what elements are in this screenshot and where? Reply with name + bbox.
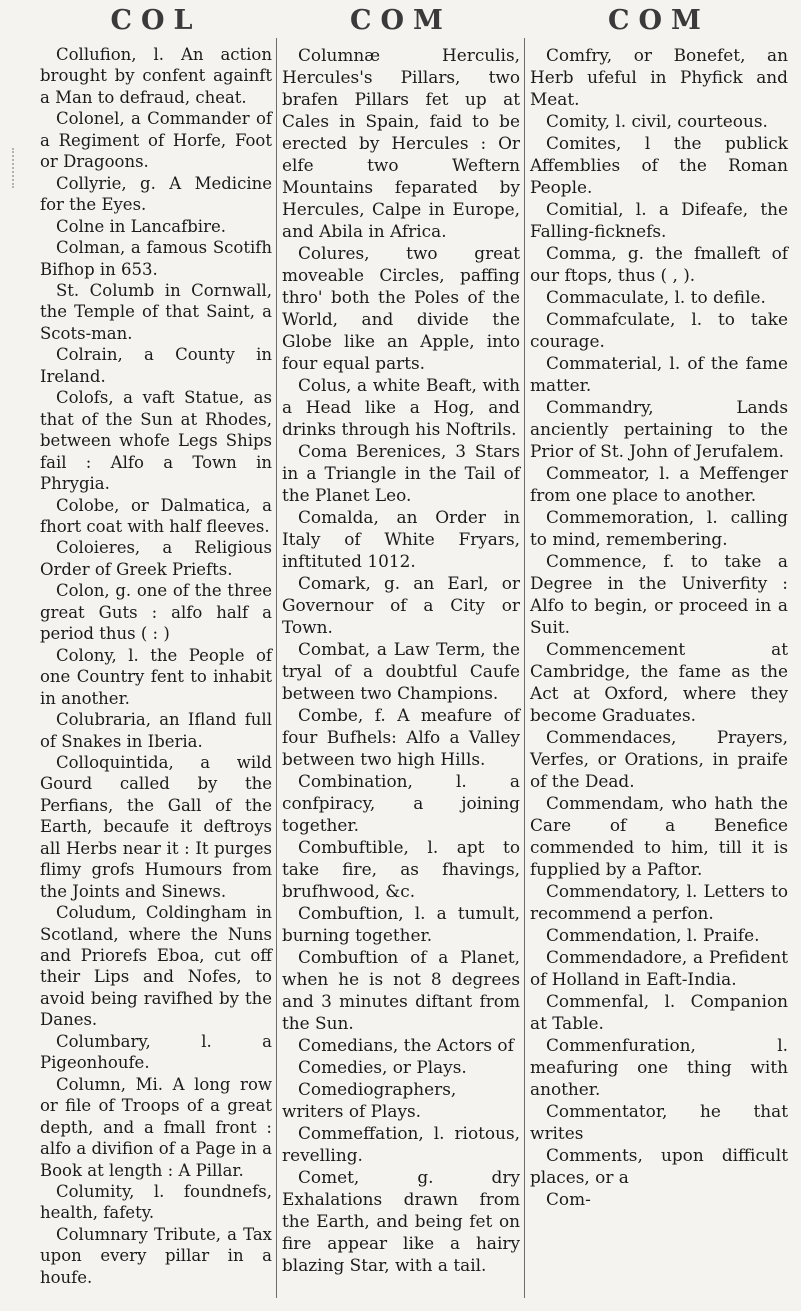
dictionary-entry: Commemoration, l. calling to mind, remembering. [530, 507, 788, 549]
dictionary-entry: Commendatory, l. Letters to recommend a perfon. [530, 881, 788, 923]
dictionary-entry: Columbary, l. a Pigeonhoufe. [40, 1031, 272, 1073]
dictionary-column [530, 0, 788, 1311]
dictionary-entry: Comitial, l. a Difeafe, the Falling-ficknefs. [530, 199, 788, 241]
dictionary-entry: Commendam, who hath the Care of a Benefice commended to him, till it is fupplied by a Paftor. [530, 793, 788, 879]
dictionary-entry: Commendaces, Prayers, Verfes, or Orations, in praife of the Dead. [530, 727, 788, 791]
dictionary-entry: Combat, a Law Term, the tryal of a doubtful Caufe between two Champions. [282, 639, 520, 703]
dictionary-entry: Columity, l. foundnefs, health, fafety. [40, 1182, 272, 1223]
dictionary-entry: Commandry, Lands anciently pertaining to the Prior of St. John of Jerufalem. [530, 397, 788, 461]
dictionary-entry: Colubraria, an Ifland full of Snakes in Iberia. [40, 710, 272, 751]
dictionary-column [282, 0, 520, 1311]
dictionary-entry: Colloquintida, a wild Gourd called by the Perfians, the Gall of the Earth, becaufe it deftroys all Herbs near it : It purges flimy grofs Humours from the Joints and Sinews. [40, 752, 272, 901]
dictionary-entry: Collufion, l. An action brought by confent againft a Man to defraud, cheat. [40, 45, 272, 107]
dictionary-entry: Comark, g. an Earl, or Governour of a City or Town. [282, 573, 520, 637]
dictionary-entry: Comfry, or Bonefet, an Herb ufeful in Phyfick and Meat. [530, 45, 788, 109]
dictionary-entry: Combuftible, l. apt to take fire, as fhavings, brufhwood, &c. [282, 837, 520, 901]
dictionary-entry: Colobe, or Dalmatica, a fhort coat with half fleeves. [40, 495, 272, 536]
margin-mark [12, 148, 30, 188]
dictionary-entry: Comalda, an Order in Italy of White Fryars, inftituted 1012. [282, 507, 520, 571]
dictionary-entry: Colus, a white Beaft, with a Head like a Hog, and drinks through his Noftrils. [282, 375, 520, 439]
running-head: COM [608, 5, 710, 36]
dictionary-entry: Combination, l. a confpiracy, a joining together. [282, 771, 520, 835]
dictionary-entry: Commaterial, l. of the fame matter. [530, 353, 788, 395]
dictionary-entry: Commafculate, l. to take courage. [530, 309, 788, 351]
entry-list [282, 44, 520, 1276]
entry-list [530, 44, 788, 1210]
dictionary-entry: Combuftion, l. a tumult, burning together. [282, 903, 520, 945]
running-head: COM [350, 5, 452, 36]
entry-list [40, 44, 272, 1288]
dictionary-entry: Colon, g. one of the three great Guts : alfo half a period thus ( : ) [40, 581, 272, 644]
dictionary-entry: Comedians, the Actors of [298, 1035, 514, 1055]
dictionary-entry: Colrain, a County in Ireland. [40, 345, 272, 386]
running-head: COL [110, 5, 202, 36]
dictionary-entry: Colures, two great moveable Circles, paffing thro' both the Poles of the World, and divide the Globe like an Apple, into four equal parts. [282, 243, 520, 373]
dictionary-entry: Comity, l. civil, courteous. [546, 111, 768, 131]
dictionary-entry: Colne in Lancafbire. [56, 216, 226, 236]
dictionary-entry: Collyrie, g. A Medicine for the Eyes. [40, 173, 272, 215]
dictionary-entry: Commence, f. to take a Degree in the Univerfity : Alfo to begin, or proceed in a Suit. [530, 551, 788, 637]
dictionary-entry: Comet, g. dry Exhalations drawn from the Earth, and being fet on fire appear like a hairy blazing Star, with a tail. [282, 1167, 520, 1275]
dictionary-column [40, 0, 272, 1311]
dictionary-entry: Commeator, l. a Meffenger from one place to another. [530, 463, 788, 505]
dictionary-entry: Columnæ Herculis, Hercules's Pillars, two brafen Pillars fet up at Cales in Spain, faid to be erected by Hercules : Or elfe two Weftern Mountains feparated by Hercules, Calpe in Europe, and Abila in Africa. [282, 45, 520, 241]
dictionary-entry: Comites, l the publick Affemblies of the Roman People. [530, 133, 788, 197]
dictionary-entry: Comments, upon difficult places, or a [530, 1145, 788, 1187]
dictionary-entry: Comma, g. the fmalleft of our ftops, thus ( , ). [530, 243, 788, 285]
dictionary-entry: Commenfuration, l. meafuring one thing with another. [530, 1035, 788, 1099]
column-divider [276, 38, 277, 1298]
dictionary-entry: Column, Mi. A long row or file of Troops of a great depth, and a fmall front : alfo a divifion of a Page in a Book at length : A Pillar. [40, 1074, 272, 1180]
dictionary-entry: Commenfal, l. Companion at Table. [530, 991, 788, 1033]
dictionary-entry: Commeffation, l. riotous, revelling. [282, 1123, 520, 1165]
dictionary-entry: Combuftion of a Planet, when he is not 8 degrees and 3 minutes diftant from the Sun. [282, 947, 520, 1033]
dictionary-entry: Coludum, Coldingham in Scotland, where the Nuns and Priorefs Eboa, cut off their Lips and Nofes, to avoid being ravifhed by the Danes. [40, 903, 272, 1030]
dictionary-entry: Coma Berenices, 3 Stars in a Triangle in the Tail of the Planet Leo. [282, 441, 520, 505]
dictionary-entry: Commendation, l. Praife. [546, 925, 760, 945]
dictionary-entry: Columnary Tribute, a Tax upon every pillar in a houfe. [40, 1224, 272, 1287]
dictionary-entry: Commaculate, l. to defile. [546, 287, 766, 307]
dictionary-entry: St. Columb in Cornwall, the Temple of that Saint, a Scots-man. [40, 280, 272, 343]
dictionary-entry: Comedies, or Plays. [298, 1057, 467, 1077]
dictionary-entry: Colonel, a Commander of a Regiment of Horfe, Foot or Dragoons. [40, 109, 272, 172]
column-divider [524, 38, 525, 1298]
dictionary-entry: Colofs, a vaft Statue, as that of the Sun at Rhodes, between whofe Legs Ships fail : Alfo a Town in Phrygia. [40, 388, 272, 494]
dictionary-entry: Commencement at Cambridge, the fame as the Act at Oxford, where they become Graduates. [530, 639, 788, 725]
dictionary-entry: Colman, a famous Scotifh Bifhop in 653. [40, 238, 272, 279]
dictionary-entry: Colony, l. the People of one Country fent to inhabit in another. [40, 645, 272, 708]
dictionary-entry: Com- [546, 1189, 591, 1209]
dictionary-entry: Combe, f. A meafure of four Bufhels: Alfo a Valley between two high Hills. [282, 705, 520, 769]
dictionary-entry: Commentator, he that writes [530, 1101, 788, 1143]
dictionary-entry: Coloieres, a Religious Order of Greek Priefts. [40, 538, 272, 579]
dictionary-entry: Commendadore, a Prefident of Holland in Eaft-India. [530, 947, 788, 989]
dictionary-entry: Comediographers, writers of Plays. [282, 1079, 457, 1121]
